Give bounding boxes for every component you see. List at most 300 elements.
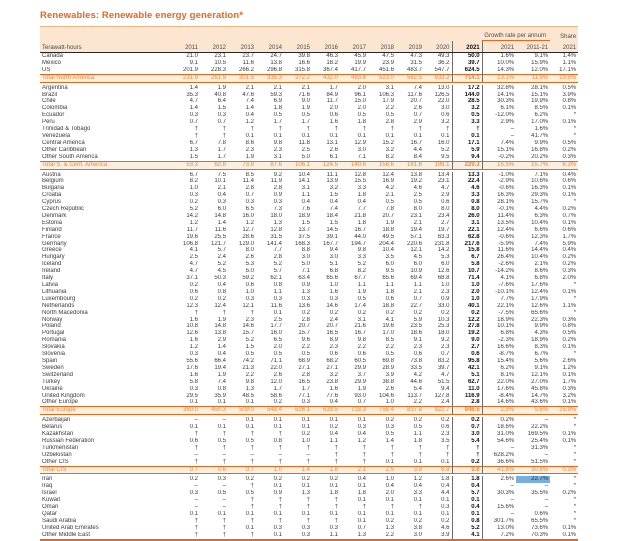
cell: 42.1 [452,365,482,372]
cell: 6.7 [452,254,482,261]
table-row [40,337,578,344]
table-row [40,525,578,532]
cell: 0.1 [441,458,450,465]
cell: 2.3 [413,344,422,351]
cell: 169.5% [527,431,549,438]
table-row [40,323,578,330]
cell: 7.4 [413,84,422,91]
cell: 0.2% [562,254,577,261]
cell: 0.1 [301,132,310,139]
cell: 2.3 [245,146,254,153]
cell: 0.5% [562,330,577,337]
cell: 6.3% [550,161,578,169]
cell: 0.7 [172,466,200,474]
cell: 626.1 [284,407,312,415]
cell: 2.4 [217,254,226,261]
cell: 0.1 [273,417,282,424]
table-row [40,178,578,185]
cell: † [194,309,198,316]
cell: 10.4% [531,254,549,261]
cell: 3.1 [301,185,310,192]
cell: 15.2 [382,139,394,146]
table-row [40,386,578,393]
cell: 15.1% [531,91,549,98]
cell: 13.0% [497,524,515,531]
table-row [40,399,578,406]
row-label: Saudi Arabia [42,517,77,524]
cell: 2.8 [301,316,310,323]
cell: 167.7 [322,240,338,247]
cell: – [222,417,226,424]
cell: 10.4 [298,171,310,178]
cell: 228.3 [210,66,226,73]
cell: 68.2 [326,357,338,364]
row-label: Kuwait [42,497,61,504]
cell: 2.2 [385,105,394,112]
row-label: Switzerland [42,371,74,378]
cell: 4.6 [452,185,482,192]
cell: 1.0 [301,437,310,444]
cell: 0.2 [452,459,482,466]
cell: 3.3 [357,185,366,192]
cell: 1.1 [329,531,338,538]
cell: 39.8 [298,53,310,59]
cell: 40.8 [214,91,226,98]
cell: † [390,444,394,451]
cell: 23.5 [410,323,422,330]
cell: 18.9% [531,337,549,344]
cell: 6.0 [217,206,226,213]
cell: 0.8 [217,385,226,392]
cell: -0.6% [498,233,515,240]
cell: 7.3 [273,206,282,213]
cell: 0.8 [452,199,482,206]
table-row [40,53,578,60]
cell: † [418,451,422,458]
cell: 48.5 [242,392,254,399]
cell: † [452,452,482,459]
cell: 10.4% [531,219,549,226]
cell: † [194,431,198,438]
table-row [40,445,578,452]
unit-label: Terawatt-hours [40,41,172,53]
cell: 3.2 [441,119,450,126]
cell: 2.6 [245,254,254,261]
cell: 9.4 [329,247,338,254]
cell: 14.2 [437,247,450,254]
cell: 58.6 [270,392,282,399]
cell: -10.1% [495,288,515,295]
table-row [40,92,578,99]
cell: 1.5 [329,192,338,199]
cell: 33.5 [410,364,422,371]
cell: 1.7 [273,385,282,392]
cell: 1.1 [329,437,338,444]
cell: 10.9 [410,268,422,275]
cell: 6.0 [413,261,422,268]
cell: 10.5 [214,59,226,66]
cell: 0.4 [217,282,226,288]
cell: 3.3 [452,192,482,199]
cell: † [362,444,366,451]
cell: † [306,517,310,524]
cell: 11.6% [497,247,515,254]
cell: 0.2 [329,309,338,316]
cell: 0.6 [385,295,394,302]
cell: 1.8 [273,105,282,112]
cell: 2.8 [301,371,310,378]
cell: 5.0 [301,261,310,268]
cell: 5.2 [273,261,282,268]
row-label: Qatar [42,511,58,517]
year-col-2016: 2016 [312,41,340,53]
year-col-2015: 2015 [284,41,312,53]
cell: 33.0 [437,302,450,309]
cell: 2.0 [273,344,282,351]
cell: 0.6 [413,351,422,358]
cell: 0.3% [562,268,577,275]
cell: 0.1 [452,133,482,140]
cell: – [194,417,198,424]
cell: 62.1 [270,275,282,282]
cell: † [194,444,198,451]
cell: 7.2% [500,531,515,538]
year-col-2018: 2018 [368,41,396,53]
cell: 16.8% [531,146,549,153]
cell: 15.7% [516,161,550,169]
cell: 126.5 [434,91,450,98]
row-label: Central America [42,139,85,146]
cell: 5.2 [452,525,482,532]
cell: * [573,126,577,133]
cell: 71.4 [452,275,482,282]
cell: 0.7 [217,119,226,126]
cell: 20.7 [382,212,394,219]
cell: 0.3 [189,490,198,497]
cell: 15.7 [298,330,310,337]
cell: 0.2 [189,199,198,206]
table-row [40,234,578,241]
cell: 1.0 [452,282,482,289]
cell: 11.8 [298,139,310,146]
cell: 0.1 [329,132,338,139]
cell: † [278,497,282,504]
cell: 9.9% [534,323,549,330]
row-label: Bulgaria [42,185,65,192]
cell: 4.6 [441,524,450,531]
cell: 2.6 [385,385,394,392]
cell: 0.4 [301,199,310,206]
cell: † [390,126,394,133]
cell: 2.1 [301,84,310,91]
cell: 17.0% [531,119,549,126]
cell: 16.3% [497,192,515,199]
cell: 0.1 [245,524,254,531]
cell: 106.8 [182,240,198,247]
cell: † [334,497,338,504]
cell: 1.4 [217,219,226,226]
cell: 39.1 [326,233,338,240]
row-label: Romania [42,337,67,344]
cell: 0.6 [329,112,338,119]
cell: 31.0% [497,431,515,438]
cell: 168.3 [294,240,310,247]
cell: 7.1 [301,268,310,275]
cell: 13.8 [270,59,282,66]
cell: * [573,451,577,458]
cell: 0.1 [441,132,450,139]
cell: † [194,132,198,139]
cell: 10.4 [382,247,394,254]
cell: 46.3 [326,53,338,59]
cell: 0.1 [413,458,422,465]
cell: -5.9% [498,240,515,247]
cell: 0.2 [413,517,422,524]
cell: 0.1% [562,105,577,112]
cell: 1.1 [301,192,310,199]
cell: 47.5 [382,53,394,59]
cell: 0.3 [357,424,366,431]
cell: 8.9 [329,337,338,344]
cell: 0.3 [217,199,226,206]
row-label: Other South America [42,153,98,160]
cell: 17.0 [382,330,394,337]
cell: 1.8 [441,476,450,483]
cell: 3.5 [441,437,450,444]
cell: † [446,451,450,458]
cell: 2.8 [385,119,394,126]
cell: 31.3% [531,444,549,451]
cell: 23.7 [242,53,254,59]
cell: 335.3 [256,74,284,82]
table-row [40,459,578,466]
cell: 69.4 [410,275,422,282]
cell: 23.1 [214,53,226,59]
cell: 62.8 [200,161,228,169]
cell: 523.0 [368,74,396,82]
table-row [40,310,578,317]
cell: 49.3 [437,53,450,59]
cell: 1.1% [562,59,577,66]
cell: 0.2 [357,309,366,316]
cell: 0.3 [301,531,310,538]
cell: 104.6 [378,392,394,399]
cell: 12.8 [270,226,282,233]
cell: 2.3 [245,316,254,323]
cell: 5.0 [301,153,310,160]
cell: 5.6% [534,357,549,364]
cell: 6.8 [329,268,338,275]
cell: * [573,504,577,511]
cell: 7.5 [217,171,226,178]
cell: 2.2 [385,344,394,351]
cell: 0.4 [329,199,338,206]
table-row [40,275,578,282]
cell: -8.4% [498,392,515,399]
cell: 0.4 [385,483,394,490]
cell: 55.6 [186,357,198,364]
cell: 18.8 [382,226,394,233]
cell: † [250,531,254,538]
cell: 1.6 [189,337,198,344]
cell: 15.8 [452,247,482,254]
cell: 0.4 [357,476,366,483]
table-row [40,140,578,147]
cell: 0.7 [452,424,482,431]
cell: 5.2 [217,261,226,268]
cell: 29.9 [354,378,366,385]
cell: 0.3 [329,295,338,302]
cell: 9.1% [534,364,549,371]
cell: 30.3% [497,490,515,497]
cell: 0.2 [385,309,394,316]
table-row [40,172,578,179]
cell: 113.7 [407,392,422,399]
cell: 10.8 [186,323,198,330]
cell: 0.2 [441,417,450,424]
cell: 74.2 [242,357,254,364]
cell: 837.8 [396,407,424,415]
cell: 16.9 [382,178,394,185]
cell: – [544,483,549,490]
cell: 1.6% [500,53,515,59]
cell: 50.3 [214,275,226,282]
cell: † [362,451,366,458]
cell: 2.5 [273,316,282,323]
row-label: Slovenia [42,351,66,358]
cell: 2.1 [273,84,282,91]
cell: 1.8 [452,476,482,483]
cell: 0.2 [413,417,422,424]
cell: 181.6 [396,161,424,169]
cell: 68.9 [298,357,310,364]
table-row [40,504,578,511]
header-group-row [40,27,578,41]
cell: 7.1% [534,171,549,178]
row-label: Denmark [42,212,67,219]
cell: 9.6% [516,407,550,415]
cell: 1.8 [385,288,394,295]
cell: 28.5 [452,98,482,105]
cell: 3.1 [452,220,482,227]
cell: 12.0% [531,66,549,73]
cell: 0.5 [217,490,226,497]
cell: 18.9% [497,316,515,323]
table-row [40,511,578,518]
cell: 0.9 [441,295,450,302]
cell: † [194,126,198,133]
cell: 11.0 [452,386,482,393]
cell: – [194,504,198,511]
cell: 0.1 [189,399,198,406]
cell: 2.2 [357,344,366,351]
cell: 41.7% [531,132,549,139]
cell: 15.6% [497,504,515,511]
cell: 13.7 [298,226,310,233]
cell: 116.9 [452,393,482,400]
cell: 69.8 [382,357,394,364]
cell: 14.5 [326,226,338,233]
cell: † [362,126,366,133]
cell: 2.5 [301,146,310,153]
cell: † [278,431,282,438]
row-label: Czech Republic [42,206,85,213]
cell: 9.0 [301,98,310,105]
cell: † [250,504,254,511]
cell: 2.7 [452,344,482,351]
cell: 1.4 [385,437,394,444]
cell: 5.4 [452,438,482,445]
cell: 0.1 [245,424,254,431]
cell: † [250,458,254,465]
cell: 2.8 [273,185,282,192]
cell: 63.4 [298,275,310,282]
cell: 1.9 [385,219,394,226]
cell: 19.9% [531,98,549,105]
cell: 0.4% [562,247,577,254]
cell: 0.1 [413,132,422,139]
cell: 4.2 [413,371,422,378]
cell: 0.2 [385,417,394,424]
cell: † [250,497,254,504]
cell: 35.5% [531,490,549,497]
cell: 2.7 [441,219,450,226]
row-label: Latvia [42,282,59,288]
cell: 13.5% [497,219,515,226]
cell: 0.1 [413,511,422,517]
cell: 0.8 [273,282,282,288]
cell: 0.1 [413,497,422,504]
cell: 2.2 [413,399,422,406]
table-row [40,67,578,74]
cell: 67.7 [354,275,366,282]
cell: 2.9% [500,119,515,126]
cell: 12.0 [270,378,282,385]
cell: 14.6 [242,323,254,330]
total-row [40,407,578,415]
row-label: Ukraine [42,385,63,392]
year-col-2021: 2021 [452,41,482,53]
cell: 1.0 [441,282,450,288]
cell: 1.9 [357,288,366,295]
cell: 0.1 [245,511,254,517]
cell: 3.0 [301,254,310,261]
row-label: Belgium [42,178,64,185]
cell: 141.4 [266,240,282,247]
cell: 12.4 [382,171,394,178]
cell: 37.1 [186,275,198,282]
cell: 0.4 [413,483,422,490]
cell: 0.4 [329,399,338,406]
cell: – [194,451,198,458]
row-label: Norway [42,316,63,323]
cell: 12.6 [186,330,198,337]
cell: 0.8 [452,518,482,525]
cell: 0.1 [273,531,282,538]
cell: 18.8 [382,302,394,309]
cell: 14.1% [497,91,515,98]
cell: 0.7 [357,524,366,531]
year-col-2017: 2017 [340,41,368,53]
cell: 2.0 [357,105,366,112]
cell: 14.1 [298,178,310,185]
cell: 0.1 [357,483,366,490]
cell: † [334,126,338,133]
cell: 4.6 [413,185,422,192]
cell: 27.1 [326,364,338,371]
cell: 5.3 [245,261,254,268]
cell: 9.1% [534,53,549,59]
